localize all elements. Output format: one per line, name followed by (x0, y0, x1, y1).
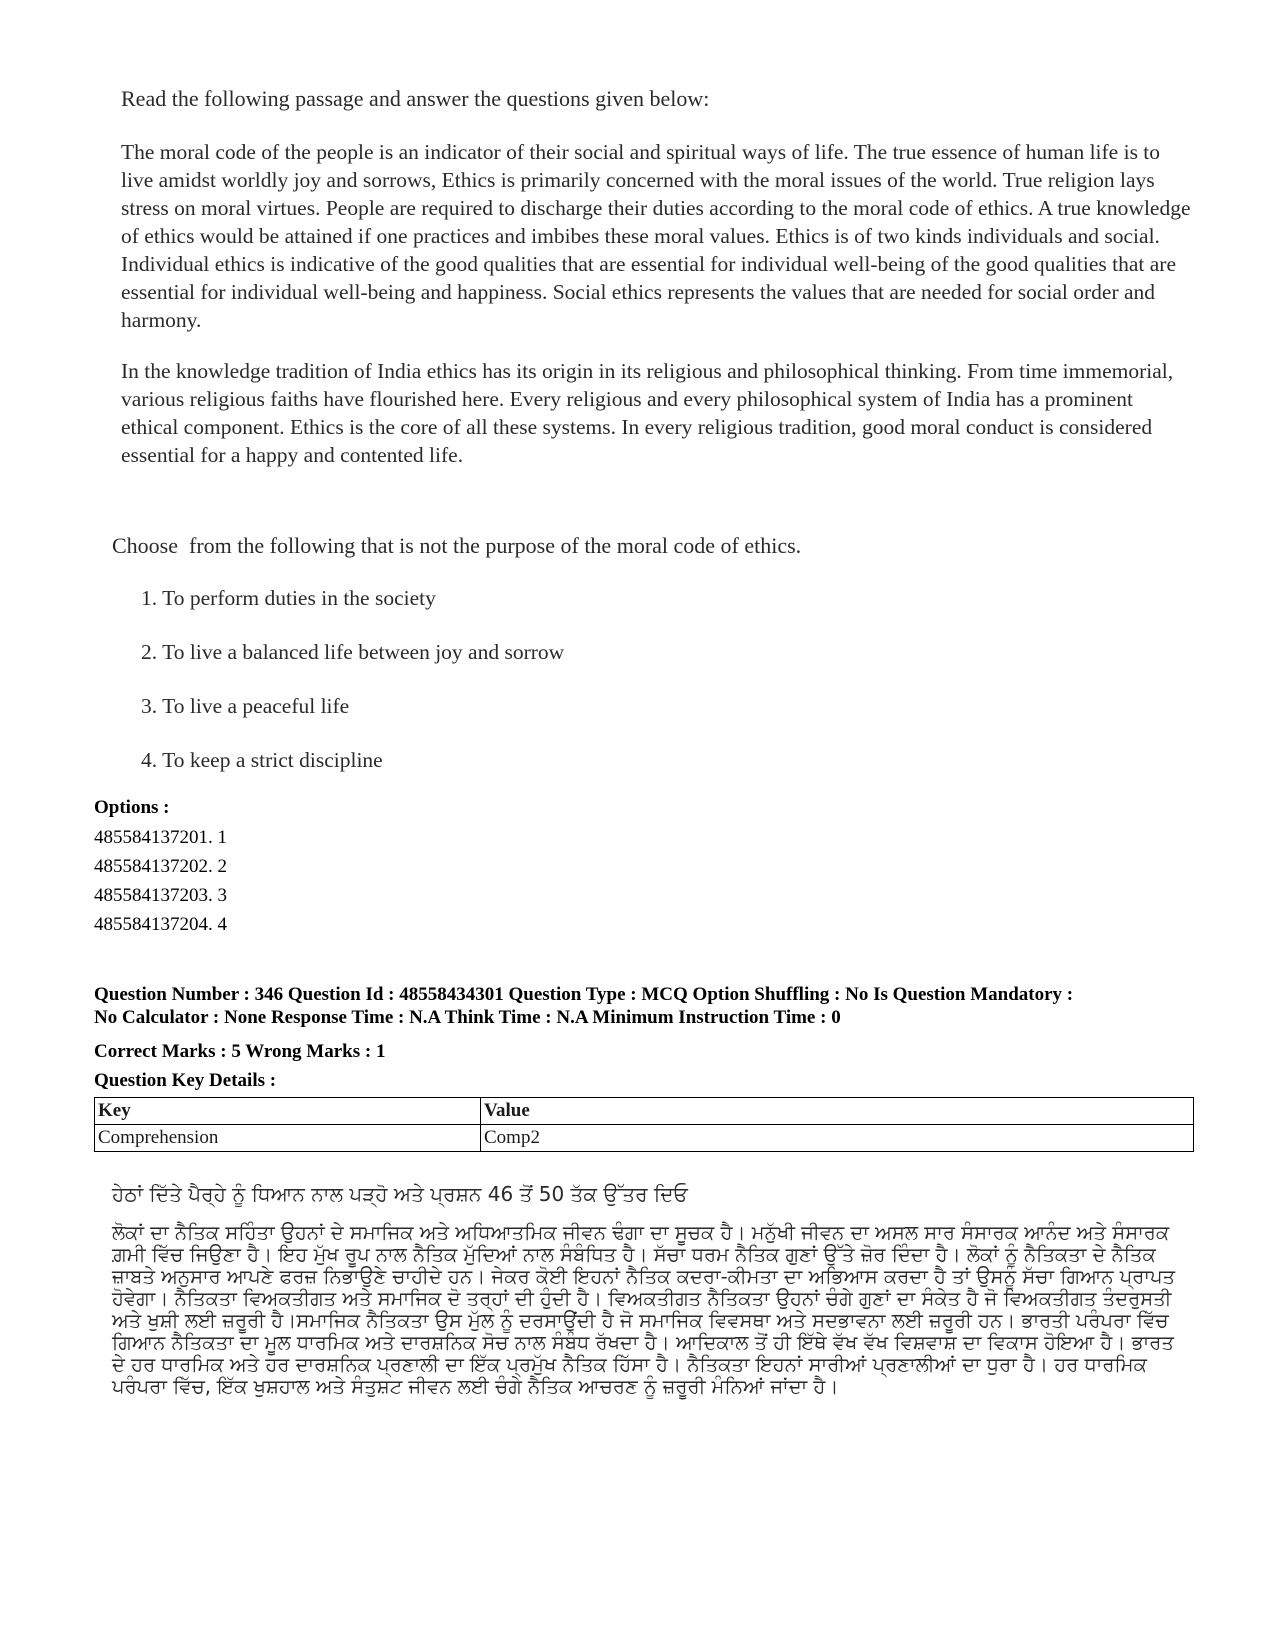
passage-paragraph-2: In the knowledge tradition of India ethics has its origin in its religious and philosophical thinking. From time immemorial, various religious faiths have flourished here. Every religious and every philosophical system of India has a prominent ethical component. Ethics is the core of all these systems. In every religious tradition, good moral conduct is considered essential for a happy and contented life. (121, 359, 1174, 467)
question-stem: Choose from the following that is not the purpose of the moral code of ethics. (112, 533, 802, 558)
passage-instruction: Read the following passage and answer the questions given below: (121, 86, 710, 111)
question-choice-2: 2. To live a balanced life between joy and sorrow (141, 640, 565, 664)
table-cell-key: Comprehension (95, 1125, 481, 1152)
table-header-key: Key (95, 1098, 481, 1125)
passage-paragraph-1: The moral code of the people is an indicator of their social and spiritual ways of life. The true essence of human life is to live amidst worldly joy and sorrows, Ethics is primarily concerned with the moral issues of the world. True religion lays stress on moral virtues. People are required to discharge their duties according to the moral code of ethics. A true knowledge of ethics would be attained if one practices and imbibes these moral values. Ethics is of two kinds individuals and social. Individual ethics is indicative of the good qualities that are essential for individual well-being of the good qualities that are essential for individual well-being and happiness. Social ethics represents the values that are needed for social order and harmony. (121, 140, 1191, 332)
marks-line: Correct Marks : 5 Wrong Marks : 1 (94, 1041, 386, 1062)
question-choice-4: 4. To keep a strict discipline (141, 748, 383, 772)
question-meta (94, 983, 1194, 1029)
table-cell-value: Comp2 (481, 1125, 1194, 1152)
key-details-table (94, 1097, 1194, 1152)
option-item-1: 485584137201. 1 (94, 827, 227, 848)
option-item-3: 485584137203. 3 (94, 885, 227, 906)
punjabi-passage: ਲੋਕਾਂ ਦਾ ਨੈਤਿਕ ਸਹਿੰਤਾ ਉਹਨਾਂ ਦੇ ਸਮਾਜਿਕ ਅਤੇ ਅਧਿਆਤਮਿਕ ਜੀਵਨ ਢੰਗਾ ਦਾ ਸੂਚਕ ਹੈ। ਮਨੁੱਖੀ ਜੀਵਨ ਦਾ ਅਸਲ ਸਾਰ ਸੰਸਾਰਕ ਆਨੰਦ ਅਤੇ ਸੰਸਾਰਕ ਗ਼ਮੀ ਵਿੱਚ ਜਿਉਣਾ ਹੈ। ਇਹ ਮੁੱਖ ਰੂਪ ਨਾਲ ਨੈਤਿਕ ਮੁੱਦਿਆਂ ਨਾਲ ਸੰਬੰਧਿਤ ਹੈ। ਸੱਚਾ ਧਰਮ ਨੈਤਿਕ ਗੁਣਾਂ ਉੱਤੇ ਜ਼ੋਰ ਦਿੰਦਾ ਹੈ। ਲੋਕਾਂ ਨੂੰ ਨੈਤਿਕਤਾ ਦੇ ਨੈਤਿਕ ਜ਼ਾਬਤੇ ਅਨੁਸਾਰ ਆਪਣੇ ਫਰਜ਼ ਨਿਭਾਉਣੇ ਚਾਹੀਦੇ ਹਨ। ਜੇਕਰ ਕੋਈ ਇਹਨਾਂ ਨੈਤਿਕ ਕਦਰਾ-ਕੀਮਤਾ ਦਾ ਅਭਿਆਸ ਕਰਦਾ ਹੈ ਤਾਂ ਉਸਨੂੰ ਸੱਚਾ ਗਿਆਨ ਪ੍ਰਾਪਤ ਹੋਵੇਗਾ। ਨੈਤਿਕਤਾ ਵਿਅਕਤੀਗਤ ਅਤੇ ਸਮਾਜਿਕ ਦੋ ਤਰ੍ਹਾਂ ਦੀ ਹੁੰਦੀ ਹੈ। ਵਿਅਕਤੀਗਤ ਨੈਤਿਕਤਾ ਉਹਨਾਂ ਚੰਗੇ ਗੁਣਾਂ ਦਾ ਸੰਕੇਤ ਹੈ ਜੋ ਵਿਅਕਤੀਗਤ ਤੰਦਰੁਸਤੀ ਅਤੇ ਖੁਸ਼ੀ ਲਈ ਜ਼ਰੂਰੀ ਹੈ।ਸਮਾਜਿਕ ਨੈਤਿਕਤਾ ਉਸ ਮੁੱਲ ਨੂੰ ਦਰਸਾਉਂਦੀ ਹੈ ਜੋ ਸਮਾਜਿਕ ਵਿਵਸਥਾ ਅਤੇ ਸਦਭਾਵਨਾ ਲਈ ਜ਼ਰੂਰੀ ਹਨ। ਭਾਰਤੀ ਪਰੰਪਰਾ ਵਿੱਚ ਗਿਆਨ ਨੈਤਿਕਤਾ ਦਾ ਮੂਲ ਧਾਰਮਿਕ ਅਤੇ ਦਾਰਸ਼ਨਿਕ ਸੋਚ ਨਾਲ ਸੰਬੰਧ ਰੱਖਦਾ ਹੈ। ਆਦਿਕਾਲ ਤੋਂ ਹੀ ਇੱਥੇ ਵੱਖ ਵੱਖ ਵਿਸ਼ਵਾਸ਼ ਦਾ ਵਿਕਾਸ ਹੋਇਆ ਹੈ। ਭਾਰਤ ਦੇ ਹਰ ਧਾਰਮਿਕ ਅਤੇ ਹਰ ਦਾਰਸ਼ਨਿਕ ਪ੍ਰਣਾਲੀ ਦਾ ਇੱਕ ਪ੍ਰਮੁੱਖ ਨੈਤਿਕ ਹਿੱਸਾ ਹੈ। ਨੈਤਿਕਤਾ ਇਹਨਾਂ ਸਾਰੀਆਂ ਪ੍ਰਣਾਲੀਆਂ ਦਾ ਧੁਰਾ ਹੈ। ਹਰ ਧਾਰਮਿਕ ਪਰੰਪਰਾ ਵਿੱਚ, ਇੱਕ ਖੁਸ਼ਹਾਲ ਅਤੇ ਸੰਤੁਸ਼ਟ ਜੀਵਨ ਲਈ ਚੰਗੇ ਨੈਤਿਕ ਆਚਰਣ ਨੂੰ ਜ਼ਰੂਰੀ ਮੰਨਿਆਂ ਜਾਂਦਾ ਹੈ। (112, 1221, 1176, 1398)
question-meta-line-1: Question Number : 346 Question Id : 48558434301 Question Type : MCQ Option Shuffling : No Is Question Mandatory : (94, 984, 1074, 1005)
table-row (95, 1125, 1194, 1152)
options-label: Options : (94, 797, 170, 818)
punjabi-instruction: ਹੇਠਾਂ ਦਿੱਤੇ ਪੈਰ੍ਹੇ ਨੂੰ ਧਿਆਨ ਨਾਲ ਪੜ੍ਹੋ ਅਤੇ ਪ੍ਰਸ਼ਨ 46 ਤੋਂ 50 ਤੱਕ ਉੱਤਰ ਦਿਓ (112, 1182, 688, 1206)
table-header-row (95, 1098, 1194, 1125)
option-item-4: 485584137204. 4 (94, 914, 227, 935)
key-details-label: Question Key Details : (94, 1070, 277, 1091)
table-header-value: Value (481, 1098, 1194, 1125)
question-choice-1: 1. To perform duties in the society (141, 586, 436, 610)
option-item-2: 485584137202. 2 (94, 856, 227, 877)
question-choice-3: 3. To live a peaceful life (141, 694, 350, 718)
question-meta-line-2: No Calculator : None Response Time : N.A Think Time : N.A Minimum Instruction Time : 0 (94, 1007, 841, 1028)
